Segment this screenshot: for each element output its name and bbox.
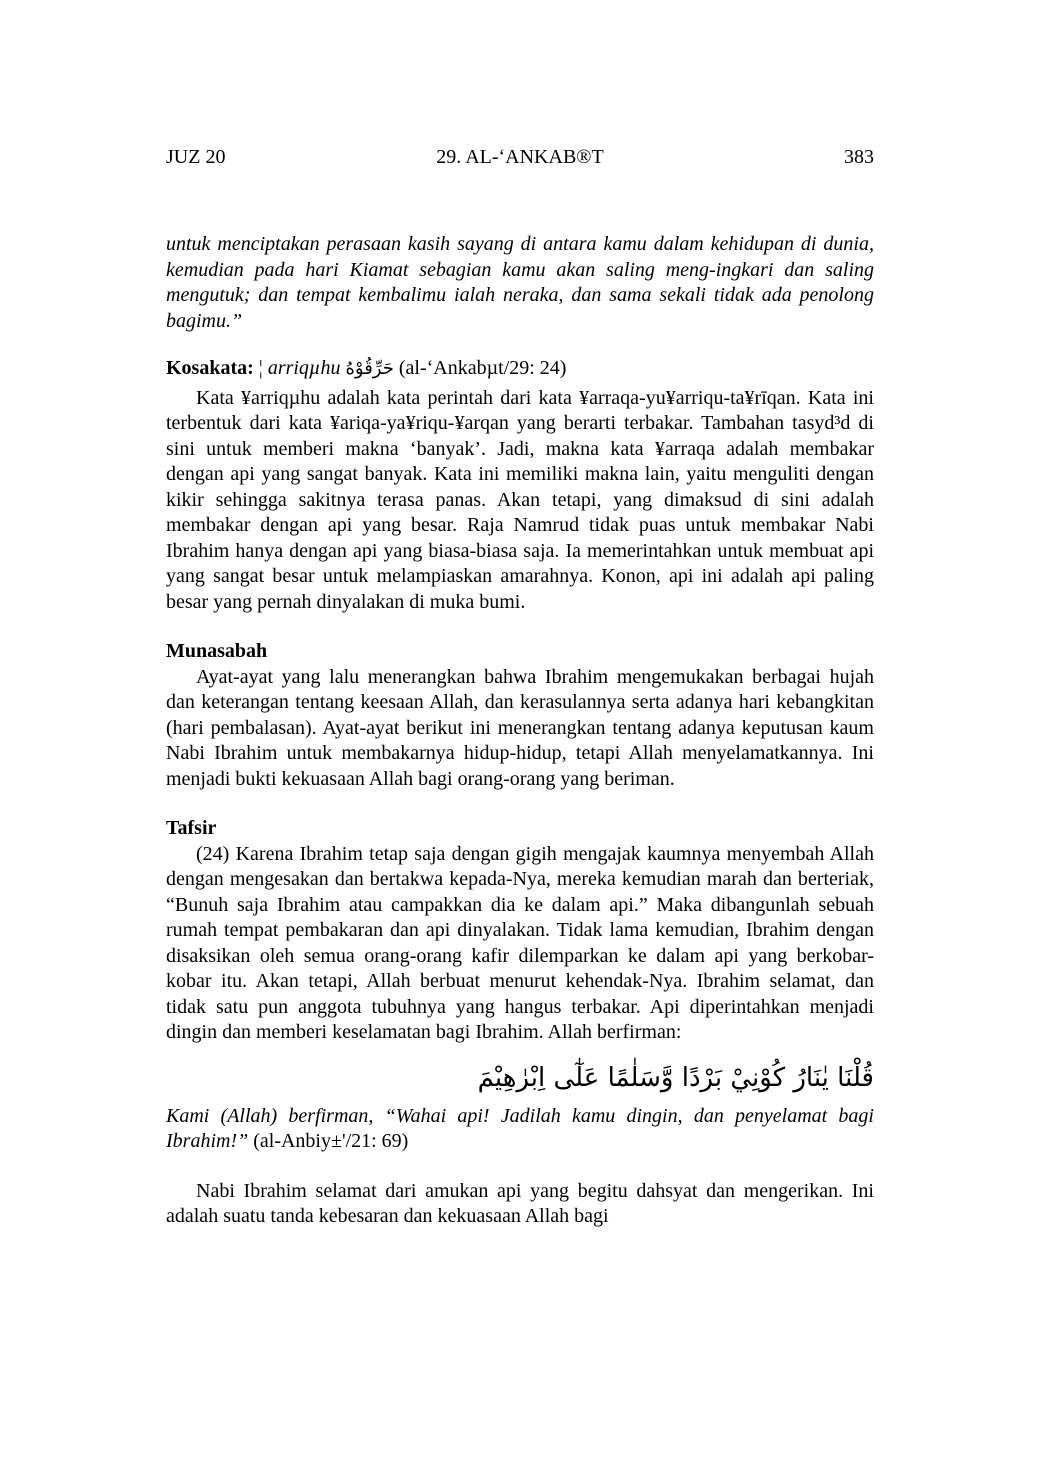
kosakata-body: Kata ¥arriqµhu adalah kata perintah dari kata ¥arraqa-yu¥arriqu-ta¥rīqan. Kata ini terbentuk dari kata ¥ariqa-ya¥riqu-¥arqan yang berarti terbakar. Tambahan tasyd³d di sini untuk memberi makna ‘banyak’. Jadi, makna kata ¥arraqa adalah membakar dengan api yang sangat banyak. Kata ini memiliki makna lain, yaitu menguliti dengan kikir sehingga sakitnya terasa panas. Akan tetapi, yang dimaksud di sini adalah membakar dengan api yang besar. Raja Namrud tidak puas untuk membakar Nabi Ibrahim hanya dengan api yang biasa-biasa saja. Ia memerintahkan untuk membuat api yang sangat besar untuk melampiaskan amarahnya. Konon, api ini adalah api paling besar yang pernah dinyalakan di muka bumi. [166, 386, 874, 613]
kosakata-reference: (al-‘Ankabµt/29: 24) [398, 357, 567, 379]
closing-paragraph: Nabi Ibrahim selamat dari amukan api yang begitu dahsyat dan mengerikan. Ini adalah suatu tanda kebesaran dan kekuasaan Allah bagi [166, 1179, 874, 1227]
tafsir-title: Tafsir [166, 817, 217, 839]
munasabah-title: Munasabah [166, 640, 268, 662]
quran-verse-arabic: قُلْنَا يٰنَارُ كُوْنِيْ بَرْدًا وَّسَلٰمًا عَلٰٓى اِبْرٰهِيْمَ [477, 1062, 874, 1093]
verse-translation-text: Kami (Allah) berfirman, “Wahai api! Jadilah kamu dingin, dan penyelamat bagi Ibrahim!” [166, 1104, 874, 1152]
page-number: 383 [844, 146, 874, 168]
kosakata-term: arriqµhu [267, 357, 341, 379]
kosakata-term-prefix: ¦ [258, 357, 263, 379]
tafsir-body: (24) Karena Ibrahim tetap saja dengan gigih mengajak kaumnya menyembah Allah dengan mengesakan dan bertakwa kepada-Nya, mereka kemudian marah dan berteriak, “Bunuh saja Ibrahim atau campakkan dia ke dalam api.” Maka dibangunlah sebuah rumah tempat pembakaran dan api dinyalakan. Tidak lama kemudian, Ibrahim dengan disaksikan oleh semua orang-orang kafir dilemparkan ke dalam api yang berkobar-kobar itu. Akan tetapi, Allah berbuat menurut kehendak-Nya. Ibrahim selamat, dan tidak satu pun anggota tubuhnya yang hangus terbakar. Api diperintahkan menjadi dingin dan memberi keselamatan bagi Ibrahim. Allah berfirman: [166, 842, 874, 1043]
verse-translation [166, 1104, 874, 1155]
intro-paragraph: untuk menciptakan perasaan kasih sayang di antara kamu dalam kehidupan di dunia, kemudian pada hari Kiamat sebagian kamu akan saling meng-ingkari dan saling mengutuk; dan tempat kembalimu ialah neraka, dan sama sekali tidak ada penolong bagimu.” [166, 233, 874, 332]
page-content [166, 232, 874, 1230]
kosakata-heading [166, 356, 874, 382]
kosakata-label: Kosakata: [166, 357, 254, 379]
verse-translation-reference: (al-Anbiy±'/21: 69) [253, 1130, 409, 1152]
surah-title: 29. AL-‘ANKAB®T [436, 146, 604, 168]
juz-label: JUZ 20 [166, 146, 226, 168]
page-header [166, 144, 874, 170]
munasabah-body: Ayat-ayat yang lalu menerangkan bahwa Ibrahim mengemukakan berbagai hujah dan keterangan tentang keesaan Allah, dan kerasulannya serta adanya hari kebangkitan (hari pembalasan). Ayat-ayat berikut ini menerangkan tentang adanya keputusan kaum Nabi Ibrahim untuk membakarnya hidup-hidup, tetapi Allah menyelamatkannya. Ini menjadi bukti kekuasaan Allah bagi orang-orang yang beriman. [166, 665, 874, 790]
kosakata-arabic: حَرِّقُوْهُ [345, 358, 394, 379]
